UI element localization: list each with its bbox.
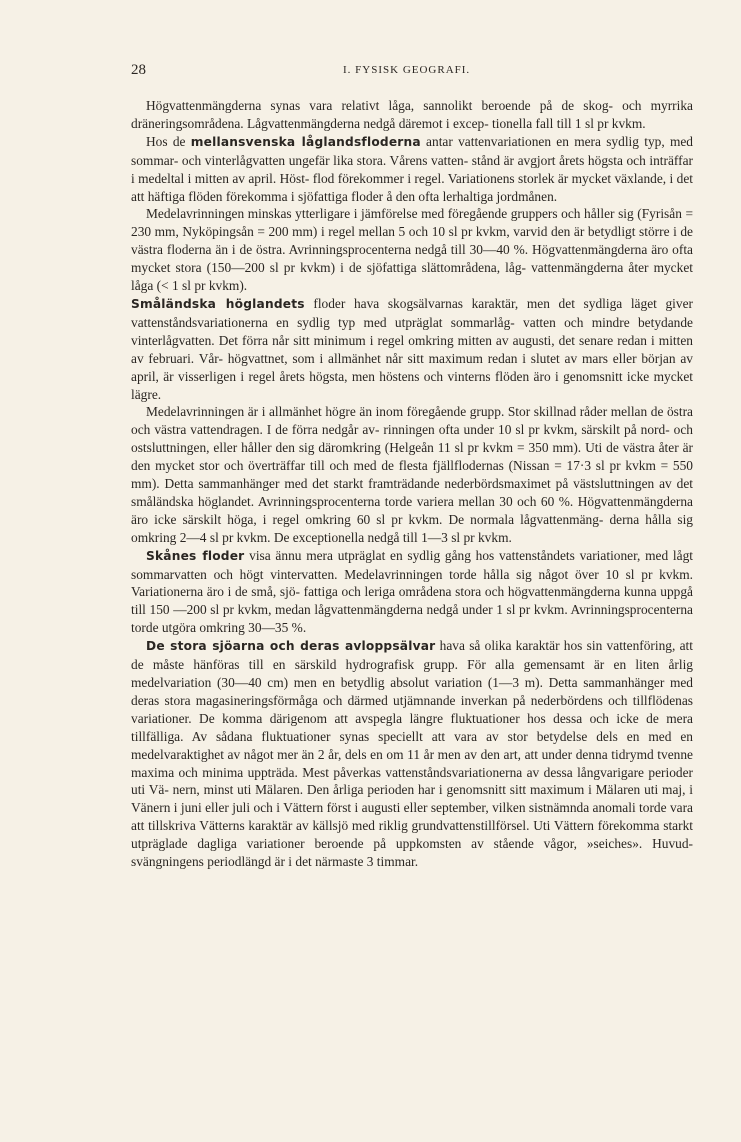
paragraph	[131, 637, 693, 871]
paragraph	[131, 133, 693, 206]
paragraph-text: hava så olika karaktär hos sin vattenföring, att de måste hänföras till en särskild hydrografisk grupp. För alla gemensamt är en liten årlig medelvariation (30—40 cm) men en betydlig absolut variation (1—3 m). Detta sammanhänger med deras stora magasineringsförmåga och därmed utjämnande inverkan på nederbördens och tillflödenas variationer. De komma därigenom att avspegla längre fluktuationer hos dessa och icke de mera tillfälliga. Av sådana fluktuationer synas speciellt att vara av stor betydelse dels en med en medelvaraktighet av något mer än 2 år, dels en om 11 år men av den art, att under denna tidrymd tvenne maxima och minima uppträda. Mest påverkas vattenståndsvariationerna av dessa långvarigare perioder uti Vä- nern, minst uti Mälaren. Den årliga perioden har i genomsnitt sitt maximum i Mälaren uti maj, i Vänern i juni eller juli och i Vättern först i augusti eller september, vilken sistnämnda anomali torde vara att tillskriva Vätterns karaktär av källsjö med riklig grundvattenstillförsel. Uti Vättern förekomma starkt utpräglade dagliga variationer beroende på uppkomsten av stående vågor, »seiches». Huvud- svängningens periodlängd är i det närmaste 3 timmar.	[131, 638, 693, 870]
paragraph-lead: Hos de	[146, 133, 191, 149]
paragraph-text: Medelavrinningen är i allmänhet högre än inom föregående grupp. Stor skillnad råder mellan de östra och västra vattendragen. I de förra nedgår av- rinningen ofta under 10 sl pr kvkm, särskilt på nord- och ostsluttningen, eller håller den sig däromkring (Helgeån 11 sl pr kvkm = 350 mm). Uti de västra åter är den mycket stor och överträffar till och med de flesta fjällflodernas (Nissan = 17·3 sl pr kvkm = 550 mm). Detta sammanhänger med det starkt framträdande nederbördsmaximet på västsluttningen av det småländska höglandet. Avrinningsprocenterna torde variera mellan 30 och 60 %. Högvattenmängderna äro icke särskilt höga, i regel omkring 60 sl pr kvkm. De normala lågvattenmäng- derna hålla sig omkring 2—4 sl pr kvkm. De exceptionella nedgå till 1—3 sl pr kvkm.	[131, 404, 693, 545]
paragraph	[131, 403, 693, 546]
body-text	[131, 97, 693, 871]
paragraph	[131, 547, 693, 638]
paragraph-text: visa ännu mera utpräglat en sydlig gång hos vattenståndets variationer, med lågt sommarvatten och högt vintervatten. Medelavrinningen torde hålla sig något över 10 sl pr kvkm. Variationerna äro i de små, sjö- fattiga och leriga områdena stora och högvattenmängderna kunna uppgå till 150 —200 sl pr kvkm, medan lågvattenmängderna nedgå under 1 sl pr kvkm. Avrinningsprocenterna torde utgöra omkring 30—35 %.	[131, 547, 693, 636]
section-heading: mellansvenska låglandsfloderna	[190, 134, 421, 149]
paragraph-text: Högvattenmängderna synas vara relativt låga, sannolikt beroende på de skog- och myrrika dräneringsområdena. Lågvattenmängderna nedgå däremot i excep- tionella fall till 1 sl pr kvkm.	[131, 98, 693, 131]
paragraph-text: antar vattenvariationen en mera sydlig typ, med sommar- och vinterlågvatten ungefär lika stora. Vårens vatten- stånd är avgjort årets högsta och inträffar i medeltal i mitten av april. Höst- flod förekommer i regel. Variationens storlek är mycket växlande, i det att häftiga flöden förekomma i sjöfattiga floder å den ofta lerhaltiga jordmånen.	[131, 133, 694, 204]
section-heading: Småländska höglandets	[131, 296, 305, 311]
paragraph	[131, 205, 693, 295]
paragraph	[131, 295, 693, 403]
paragraph-text: Medelavrinningen minskas ytterligare i jämförelse med föregående gruppers och håller sig (Fyrisån = 230 mm, Nyköpingsån = 200 mm) i regel mellan 5 och 10 sl pr kvkm, varvid den är betydligt större i de västra floderna än i de östra. Avrinningsprocenterna nedgå till 30—40 %. Högvattenmängderna äro ofta mycket stora (150—200 sl pr kvkm) i de sjöfattiga slättområdena, låg- vattenmängderna åter mycket låga (< 1 sl pr kvkm).	[131, 206, 693, 294]
section-heading: De stora sjöarna och deras avloppsälvar	[146, 639, 436, 654]
section-heading: Skånes floder	[146, 548, 245, 563]
paragraph-text: floder hava skogsälvarnas karaktär, men det sydliga läget giver vattenståndsvariationerna en sydlig typ med utpräglat sommarlåg- vatten och mindre betydande vinterlågvatten. Det förra når sitt minimum i regel omkring mitten av augusti, det senare redan i mitten av februari. Vår- högvattnet, som i allmänhet når sitt maximum redan i slutet av mars eller början av april, är visserligen i regel årets högsta, men höstens och vinterns flöden äro i genomsnitt icke mycket lägre.	[131, 295, 693, 402]
running-head: I. FYSISK GEOGRAFI.	[343, 64, 471, 76]
page-header	[131, 62, 693, 82]
page-number: 28	[131, 62, 146, 78]
paragraph	[131, 97, 693, 133]
